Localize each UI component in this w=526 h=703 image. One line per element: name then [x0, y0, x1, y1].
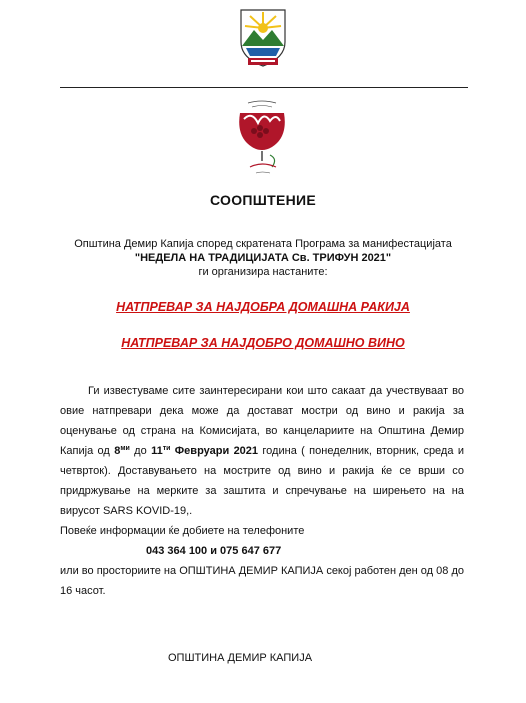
intro-line: Општина Демир Капија според скратената Програма за манифестацијата	[74, 238, 452, 250]
municipality-crest-icon	[236, 6, 290, 70]
location-line: или во просториите на ОПШТИНА ДЕМИР КАПИЈА секој работен ден од 08 до 16 часот.	[60, 565, 464, 597]
month-year: Февруари 2021	[174, 445, 259, 457]
header-divider	[60, 87, 468, 88]
signature: ОПШТИНА ДЕМИР КАПИЈА	[168, 652, 313, 664]
competition-wine: НАТПРЕВАР ЗА НАЈДОБРО ДОМАШНО ВИНО	[121, 336, 405, 350]
competition-rakija: НАТПРЕВАР ЗА НАЈДОБРА ДОМАШНА РАКИЈА	[116, 300, 410, 314]
page-title: СООПШТЕНИЕ	[209, 192, 317, 208]
festival-wine-glass-logo-icon	[226, 97, 298, 179]
announcement-body	[60, 381, 464, 601]
intro-line: ги организира настаните:	[198, 266, 328, 278]
date-from: $8^{ми}$	[114, 445, 130, 457]
date-to: $11^{ти}$	[151, 445, 171, 457]
festival-name: "НЕДЕЛА НА ТРАДИЦИЈАТА Св. ТРИФУН 2021"	[134, 252, 392, 264]
announcement-paragraph: Ги известуваме сите заинтересирани кои што сакаат да учествуваат во овие натпревари дека може да достават мостри од вино и ракија за оценување од страна на Комисијата, во канцелариите на Општина Демир Капија од $8^{ми}$ до $11^{ти}$ Февруари 2021 година ( понеделник, вторник, среда и четврток). Доставувањето на мострите од вино и ракија ќе се врши со придржување на мерките за заштита и спречување на ширењето на на вирусот SARS KOVID-19,.	[60, 385, 464, 517]
info-line: Повеќе информации ќе добиете на телефоните	[60, 525, 305, 537]
phone-numbers: 043 364 100 и 075 647 677	[146, 545, 282, 557]
